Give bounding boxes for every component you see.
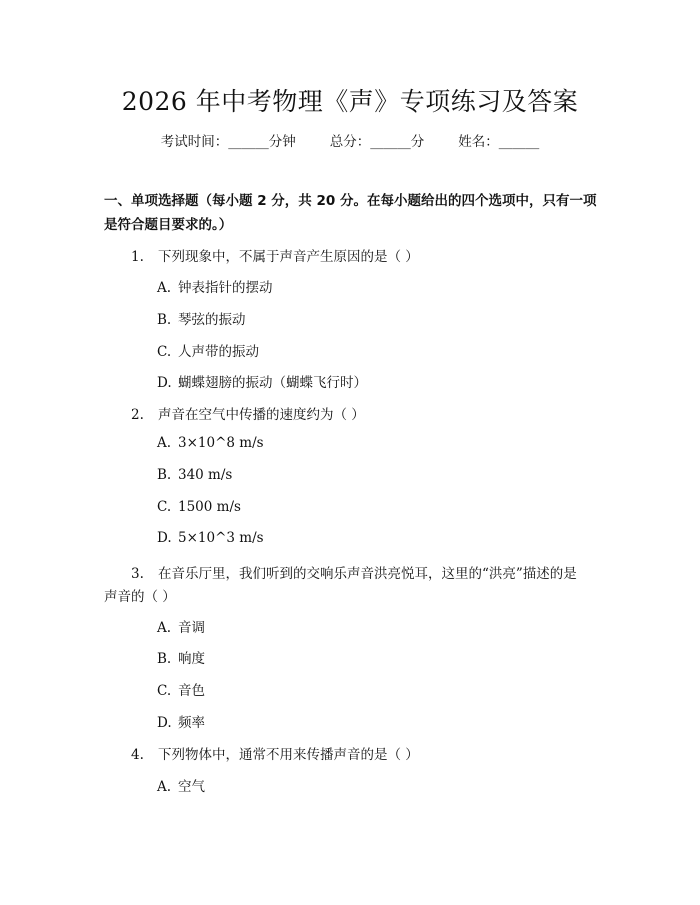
option-text: 音调 [178, 620, 205, 636]
question-1 [131, 245, 419, 265]
option-label: A. [157, 620, 172, 636]
option-text: 人声带的振动 [178, 344, 259, 360]
option-label: B. [157, 467, 172, 483]
option-label: D. [157, 375, 172, 391]
score-label: 总分： [329, 134, 371, 150]
time-unit: 分钟 [268, 134, 296, 150]
option-text: 响度 [178, 651, 205, 667]
option-2c [157, 499, 241, 515]
option-label: C. [157, 344, 172, 360]
question-stem: 声音在空气中传播的速度约为（ ） [158, 407, 365, 423]
exam-info [0, 130, 700, 150]
option-1d [157, 371, 367, 391]
time-label: 考试时间： [160, 134, 229, 150]
option-text: 音色 [178, 683, 205, 699]
section-heading-line2: 是符合题目要求的。） [104, 217, 233, 233]
option-label: A. [157, 280, 172, 296]
name-blank: ______ [498, 134, 540, 150]
question-number: 4. [131, 747, 144, 763]
question-stem: 下列现象中，不属于声音产生原因的是（ ） [158, 249, 419, 265]
option-label: B. [157, 312, 172, 328]
option-2d [157, 530, 264, 546]
option-label: B. [157, 651, 172, 667]
option-label: D. [157, 715, 172, 731]
option-label: A. [157, 435, 172, 451]
option-text: 频率 [178, 715, 205, 731]
score-blank: ______ [370, 134, 411, 150]
option-label: C. [157, 683, 172, 699]
option-text: 5×10^3 m/s [178, 530, 264, 546]
section-heading [104, 189, 604, 237]
option-label: C. [157, 499, 172, 515]
option-text: 1500 m/s [178, 499, 241, 515]
option-text: 340 m/s [178, 467, 233, 483]
option-4a [157, 775, 205, 795]
question-number: 3. [131, 566, 144, 582]
option-2a [157, 435, 264, 451]
question-number: 1. [131, 249, 144, 265]
option-label: A. [157, 779, 172, 795]
question-4 [131, 743, 419, 763]
option-text: 琴弦的振动 [178, 312, 246, 328]
option-text: 空气 [178, 779, 205, 795]
option-text: 3×10^8 m/s [178, 435, 264, 451]
question-3-continuation: 声音的（ ） [104, 589, 176, 605]
option-2b [157, 467, 232, 483]
option-1a [157, 276, 273, 296]
score-unit: 分 [410, 134, 425, 150]
option-3c [157, 679, 205, 699]
option-text: 蝴蝶翅膀的振动（蝴蝶飞行时） [178, 375, 367, 391]
question-number: 2. [131, 407, 144, 423]
option-3b [157, 647, 205, 667]
question-stem: 在音乐厅里，我们听到的交响乐声音洪亮悦耳，这里的“洪亮”描述的是 [158, 566, 577, 582]
question-3 [131, 562, 577, 582]
document-title: 2026 年中考物理《声》专项练习及答案 [121, 87, 579, 116]
name-label: 姓名： [458, 134, 499, 150]
option-1b [157, 308, 246, 328]
option-1c [157, 340, 259, 360]
time-blank: ______ [228, 134, 269, 150]
option-3a [157, 616, 205, 636]
option-label: D. [157, 530, 172, 546]
section-heading-line1: 一、单项选择题（每小题 2 分，共 20 分。在每小题给出的四个选项中，只有一项 [104, 193, 597, 209]
option-text: 钟表指针的摆动 [178, 280, 273, 296]
option-3d [157, 711, 205, 731]
question-2 [131, 403, 365, 423]
question-stem: 下列物体中，通常不用来传播声音的是（ ） [158, 747, 419, 763]
